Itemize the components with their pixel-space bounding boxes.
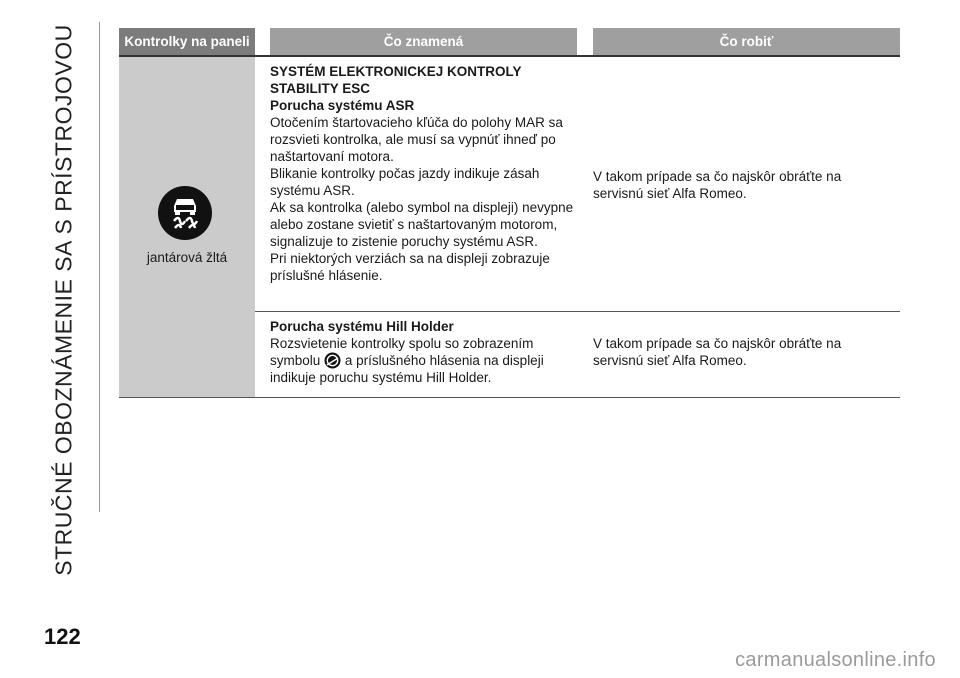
- header-indicators: Kontrolky na paneli: [119, 28, 255, 55]
- page-number: 122: [44, 624, 81, 649]
- side-section-title-text: STRUČNÉ OBOZNÁMENIE SA S PRÍSTROJOVOU: [50, 24, 77, 576]
- row2-meaning: [270, 318, 570, 386]
- row2-text-a: Rozsvietenie kontrolky spolu so zobrazením symbolu: [270, 336, 534, 368]
- row1-meaning: [270, 63, 580, 284]
- row1-action: V takom prípade sa čo najskôr obráťte na servisnú sieť Alfa Romeo.: [593, 169, 842, 201]
- row1-paragraph: Blikanie kontrolky počas jazdy indikuje zásah systému ASR.: [270, 166, 540, 198]
- footer-watermark: carmanualsonline.info: [735, 649, 936, 671]
- indicator-color-label: jantárová žltá: [146, 250, 228, 265]
- hill-holder-icon: [324, 352, 341, 369]
- header-meaning: Čo znamená: [270, 28, 577, 55]
- row2-action: V takom prípade sa čo najskôr obráťte na servisnú sieť Alfa Romeo.: [593, 336, 842, 368]
- row1-paragraph: Ak sa kontrolka (alebo symbol na displeji) nevypne alebo zostane svietiť s naštartovaným motorom, signalizuje to zistenie poruchy systému ASR.: [270, 200, 574, 249]
- side-divider: [99, 22, 100, 512]
- row-divider: [255, 311, 900, 312]
- row1-paragraph: Pri niektorých verziách sa na displeji zobrazuje príslušné hlásenie.: [270, 251, 550, 283]
- row1-title-line1: SYSTÉM ELEKTRONICKEJ KONTROLY: [270, 64, 522, 79]
- table-bottom-rule: [119, 397, 900, 398]
- row2-text-b: a príslušného hlásenia na displeji indikuje poruchu systému Hill Holder.: [270, 353, 544, 385]
- header-action: Čo robiť: [593, 28, 900, 55]
- row1-title-line2: STABILITY ESC: [270, 81, 371, 96]
- row2-subtitle: Porucha systému Hill Holder: [270, 319, 454, 334]
- esc-skid-icon: [157, 185, 213, 241]
- row1-paragraph: Otočením štartovacieho kľúča do polohy MAR sa rozsvieti kontrolka, ale musí sa vypnúť ihneď po naštartovaní motora.: [270, 115, 563, 164]
- row2-paragraph: [270, 335, 570, 386]
- row1-subtitle: Porucha systému ASR: [270, 98, 415, 113]
